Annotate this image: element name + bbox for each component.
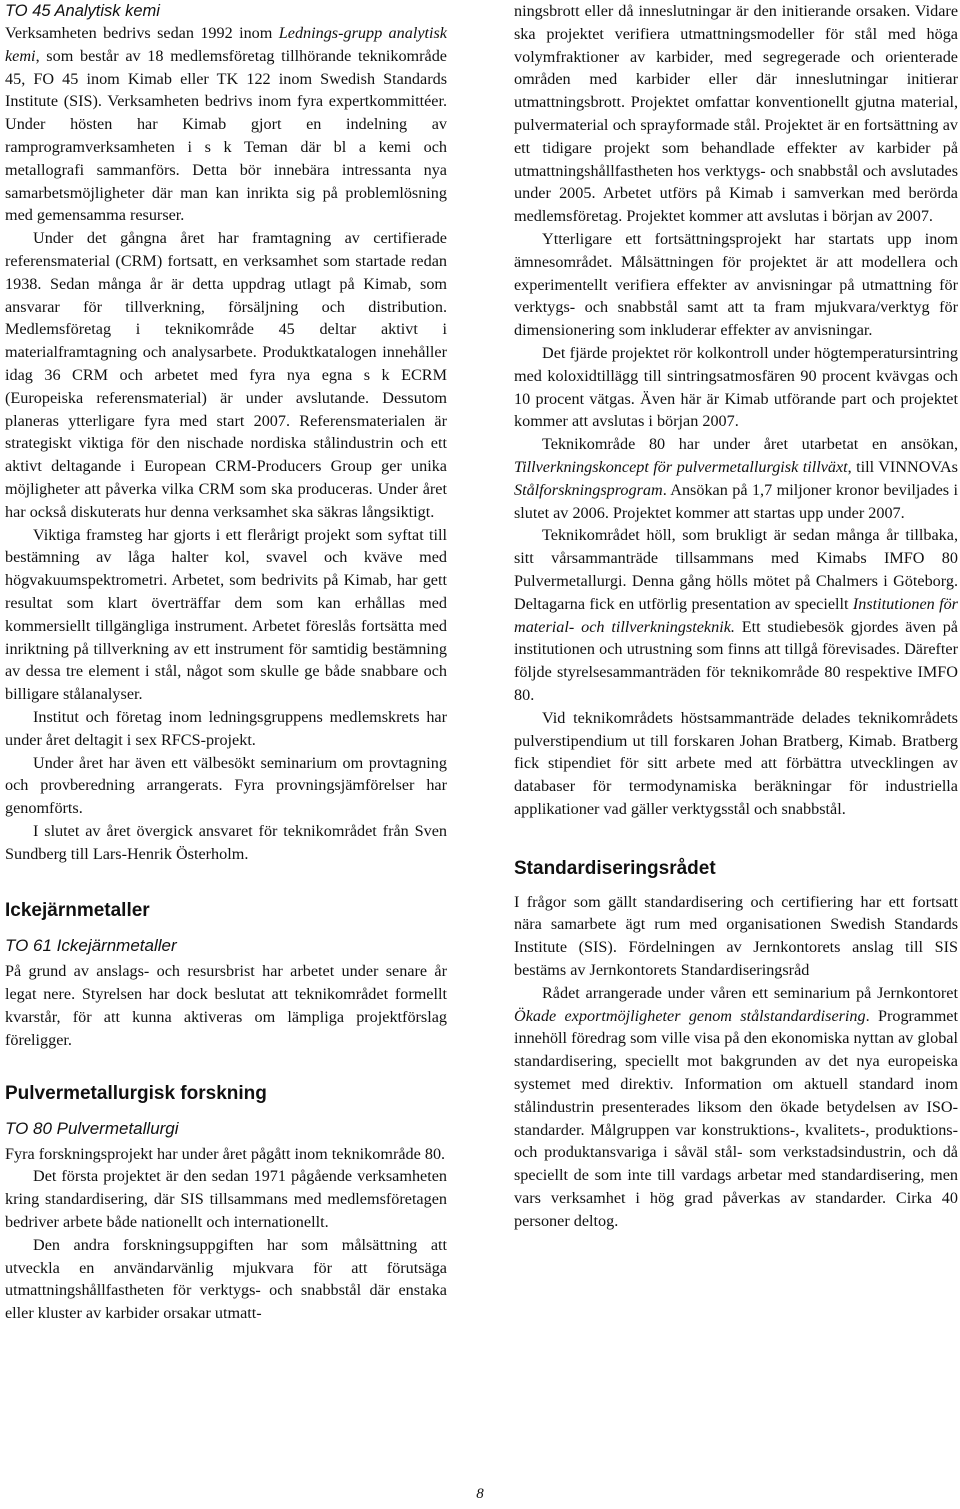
emphasis: Lednings-grupp analytisk kemi (5, 24, 447, 65)
paragraph: Teknikområdet höll, som brukligt är sedan många år tillbaka, sitt vårsammanträde tillsammans med Kimabs IMFO 80 Pulvermetallurgi. Denna gång hölls mötet på Chalmers i Göteborg. Deltagarna fick en utförlig presentation av speciellt Institutionen för material- och tillverkningsteknik. Ett studiebesök gjordes även på institutionen och utrustning som finns att tillgå förevisades. Därefter följde styrelsesammanträden för teknikområde 80 respektive IMFO 80. (514, 526, 958, 704)
paragraph: Vid teknikområdets höstsammanträde delades teknikområdets pulverstipendium ut till forskaren Johan Bratberg, Kimab. Bratberg fick stipendiet för sitt arbete med att förbättra utvecklingen av databaser för termodynamiska beräkningar för industriella applikationer vad gäller verktygsstål och snabbstål. (514, 708, 958, 818)
paragraph: Rådet arrangerade under våren ett seminarium på Jernkontoret Ökade exportmöjligheter genom stålstandardisering. Programmet innehöll föredrag som ville visa på den ekonomiska nyttan av global standardisering, speciellt mot bakgrunden av det nya europeiska systemet med direktiv. Information om aktuell standard inom stålindustrin presenterades liksom den ökade betydelsen av ISO-standarder. Målgruppen var konstruktions-, kvalitets-, produktions- och produktansvariga i såväl stål- som verkstadsindustrin, och då speciellt de som inte till vardags arbetar med standardisering, men vars verksamhet i hög grad påverkas av standarder. Cirka 40 personer deltog. (514, 983, 958, 1230)
subsection-heading-to61: TO 61 Ickejärnmetaller (5, 936, 177, 956)
paragraph: Under det gångna året har framtagning av certifierade referensmaterial (CRM) fortsatt, en verksamhet som startade redan 1938. Sedan många år är detta uppdrag utlagt på Kimab, som ansvarar för tillverkning, försäljning och distribution. Medlemsföretag i teknikområde 45 deltar aktivt i materialframtagning och analysarbete. Produktkatalogen innehåller idag 36 CRM och arbetet med fyra nya egna s k ECRM (Europeiska referensmaterial) är under avslutande. Dessutom planeras ytterligare fyra med start 2007. Referensmaterialen är strategiskt viktiga för den nischade nordiska stålindustrin och ett aktivt deltagande i European CRM-Producers Group ger unika möjligheter att påverka vilka CRM som ska produceras. Under året har också diskuterats hur denna verksamhet ska säkras långsiktigt. (5, 229, 447, 521)
paragraph: Det första projektet är den sedan 1971 pågående verksamheten kring standardisering, där SIS tillsammans med medlemsföretagen bedriver arbete både nationellt och internationellt. (5, 1167, 447, 1232)
paragraph: I frågor som gällt standardisering och certifiering har ett fortsatt nära samarbete ägt rum med organisationen Swedish Standards Institute (SIS). Fördelningen av Jernkontorets anslag till SIS bestäms av Jernkontorets Standardiseringsråd (514, 892, 958, 980)
emphasis: Institutionen för material- och tillverkningsteknik. (514, 594, 958, 636)
paragraph: Institut och företag inom ledningsgruppens medlemskrets har under året deltagit i sex RFCS-projekt. (5, 707, 447, 749)
right-column (514, 0, 958, 1233)
section-heading-standardiseringsradet: Standardiseringsrådet (514, 857, 716, 879)
paragraph: I slutet av året övergick ansvaret för teknikområdet från Sven Sundberg till Lars-Henrik Österholm. (5, 821, 447, 863)
emphasis: Stålforskningsprogram (514, 480, 663, 499)
section-heading-to45: TO 45 Analytisk kemi (5, 2, 160, 20)
paragraph: Det fjärde projektet rör kolkontroll under högtemperatursintring med koloxidtillägg till sintringsatmosfären 90 procent kvävgas och 10 procent vätgas. Även här är Kimab utförande part och projektet kommer att avslutas i början 2007. (514, 343, 958, 431)
paragraph: Under året har även ett välbesökt seminarium om provtagning och provberedning arrangerats. Fyra provningsjämförelser har genomförts. (5, 753, 447, 818)
paragraph: Fyra forskningsprojekt har under året pågått inom teknikområde 80. (5, 1144, 446, 1163)
section-heading-pulvermetallurgi: Pulvermetallurgisk forskning (5, 1082, 267, 1104)
paragraph: Viktiga framsteg har gjorts i ett flerårigt projekt som syftat till bestämning av låga halter kol, svavel och kväve med högvakuumspektrometri. Arbetet, som bedrivits på Kimab, har gett resultat som klart överträffar dem som kan erhållas med kommersiellt tillgängliga instrument. Arbetet föreslås fortsätta med inriktning på tillverkning av ett instrument för samtidig bestämning av dessa tre element i stål, något som skulle ge både snabbare och billigare stålanalyser. (5, 525, 447, 704)
paragraph: Ytterligare ett fortsättningsprojekt har startats upp inom ämnesområdet. Målsättningen för projektet är att modellera och experimentellt verifiera effekter av anvisningar på utmattning för verktygs- och snabbstål samt att ta fram mjukvara/verktyg för dimensionering som inkluderar effekter av anvisningar. (514, 229, 958, 340)
paragraph: På grund av anslags- och resursbrist har arbetet under senare år legat nere. Styrelsen har dock beslutat att teknikområdet formellt kvarstår, för att kunna aktiveras om lämpliga projektförslag föreligger. (5, 962, 447, 1049)
emphasis: Ökade exportmöjligheter genom stålstandardisering (514, 1006, 866, 1025)
paragraph: Den andra forskningsuppgiften har som målsättning att utveckla en användarvänlig mjukvara för att förutsäga utmattningshållfastheten för verktygs- och snabbstål där enstaka eller kluster av karbider orsakar utmatt- (5, 1235, 447, 1323)
section-heading-ickejarnmetaller: Ickejärnmetaller (5, 900, 150, 922)
subsection-heading-to80: TO 80 Pulvermetallurgi (5, 1118, 179, 1138)
page-number: 8 (476, 1486, 484, 1502)
paragraph: Verksamheten bedrivs sedan 1992 inom Lednings-grupp analytisk kemi, som består av 18 medlemsföretag tillhörande teknikområde 45, FO 45 inom Kimab eller TK 122 inom Swedish Standards Institute (SIS). Verksamheten bedrivs inom fyra expertkommittéer. Under hösten har Kimab gjort en indelning av ramprogramverksamheten i s k Teman där bl a kemi och metallografi sammanförs. Detta bör innebära intressanta nya samarbetsmöjligheter där man kan inrikta sig på problemlösning med gemensamma resurser. (5, 24, 447, 225)
left-column (5, 0, 447, 1325)
emphasis: Tillverkningskoncept för pulvermetallurgisk tillväxt (514, 457, 848, 476)
paragraph: ningsbrott eller då inneslutningar är den initierande orsaken. Vidare ska projektet verifiera utmattningsmodeller för stål med höga volymfraktioner av karbider, med segregerade och orienterade områden med karbider eller där inneslutningar initierar utmattningsbrott. Projektet omfattar konventionellt gjutna material, pulvermaterial och sprayformade stål. Projektet är en fortsättning av ett tidigare projekt som behandlade effekter av karbider på utmattningshållfastheten hos verktygs- och snabbstål och avslutades under 2005. Arbetet utförs på Kimab i samverkan med berörda medlemsföretag. Projektet kommer att avslutas i början av 2007. (514, 2, 958, 226)
paragraph: Teknikområde 80 har under året utarbetat en ansökan, Tillverkningskoncept för pulvermetallurgisk tillväxt, till VINNOVAs Stålforskningsprogram. Ansökan på 1,7 miljoner kronor beviljades i slutet av 2006. Projektet kommer att startas upp under 2007. (514, 435, 958, 522)
